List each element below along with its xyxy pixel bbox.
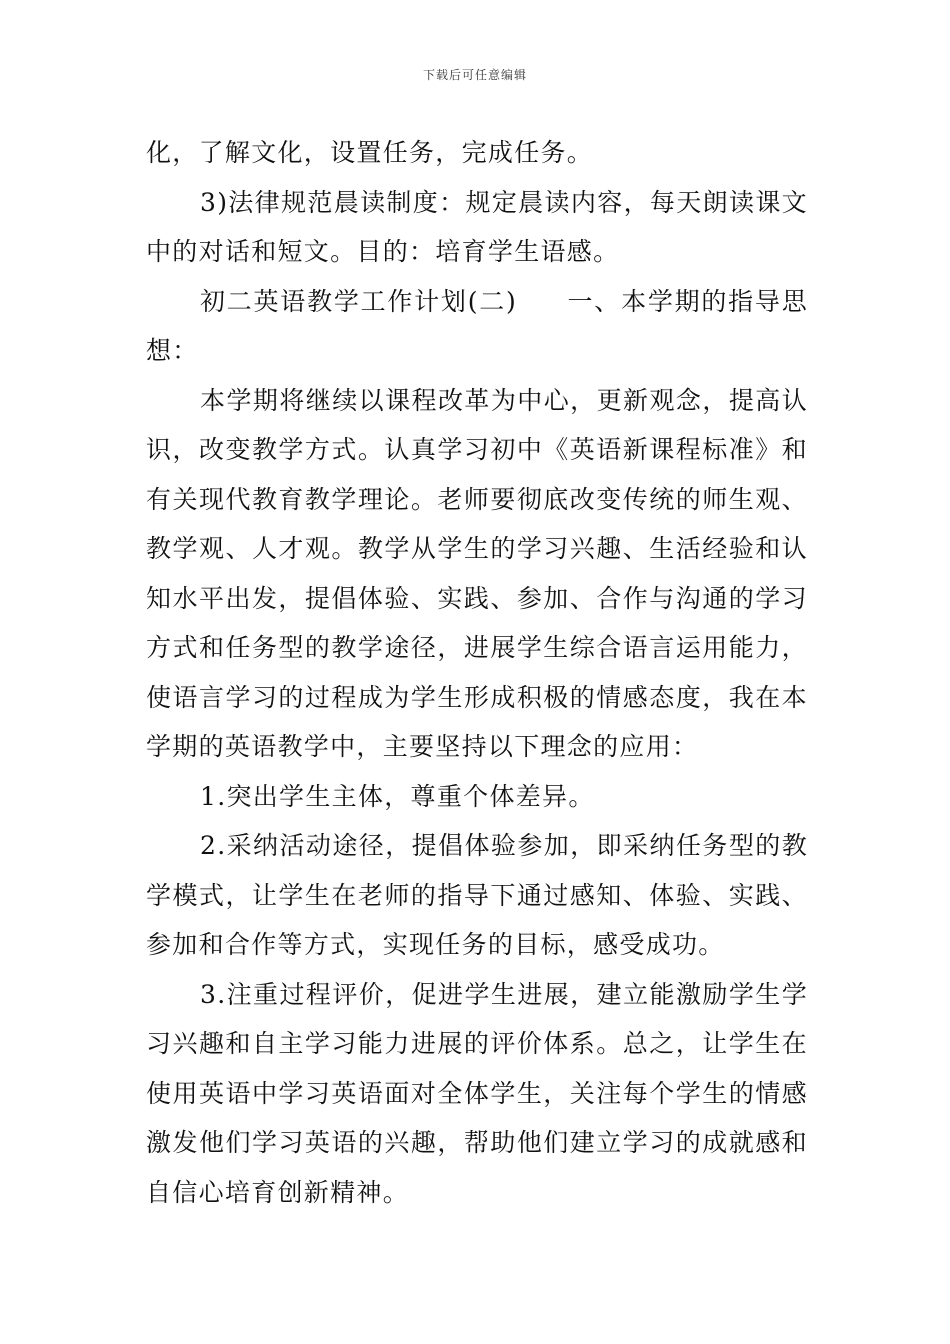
paragraph-section-title	[146, 277, 808, 376]
page-header: 下载后可任意编辑	[422, 68, 527, 82]
paragraph-semester-goals: 本学期将继续以课程改革为中心，更新观念，提高认识，改变教学方式。认真学习初中《英语新课程标准》和有关现代教育教学理论。老师要彻底改变传统的师生观、教学观、人才观。教学从学生的学习兴趣、生活经验和认知水平出发，提倡体验、实践、参加、合作与沟通的学习方式和任务型的教学途径，进展学生综合语言运用能力，使语言学习的过程成为学生形成积极的情感态度，我在本学期的英语教学中，主要坚持以下理念的应用：	[146, 385, 808, 761]
paragraph-morning-reading: 3)法律规范晨读制度：规定晨读内容，每天朗读课文中的对话和短文。目的：培育学生语感。	[146, 187, 808, 266]
plan-title: 初二英语教学工作计划(二)	[200, 286, 518, 316]
list-item-2: 2.采纳活动途径，提倡体验参加，即采纳任务型的教学模式，让学生在老师的指导下通过感知、体验、实践、参加和合作等方式，实现任务的目标，感受成功。	[146, 831, 808, 959]
document-body	[146, 128, 808, 1217]
paragraph-continuation: 化，了解文化，设置任务，完成任务。	[146, 138, 594, 167]
guiding-ideology-heading: 一、本学期的指导思想：	[146, 286, 808, 365]
list-item-1: 1.突出学生主体，尊重个体差异。	[200, 781, 595, 811]
list-item-3: 3.注重过程评价，促进学生进展，建立能激励学生学习兴趣和自主学习能力进展的评价体系。总之，让学生在使用英语中学习英语面对全体学生，关注每个学生的情感激发他们学习英语的兴趣，帮助他们建立学习的成就感和自信心培育创新精神。	[146, 979, 808, 1207]
